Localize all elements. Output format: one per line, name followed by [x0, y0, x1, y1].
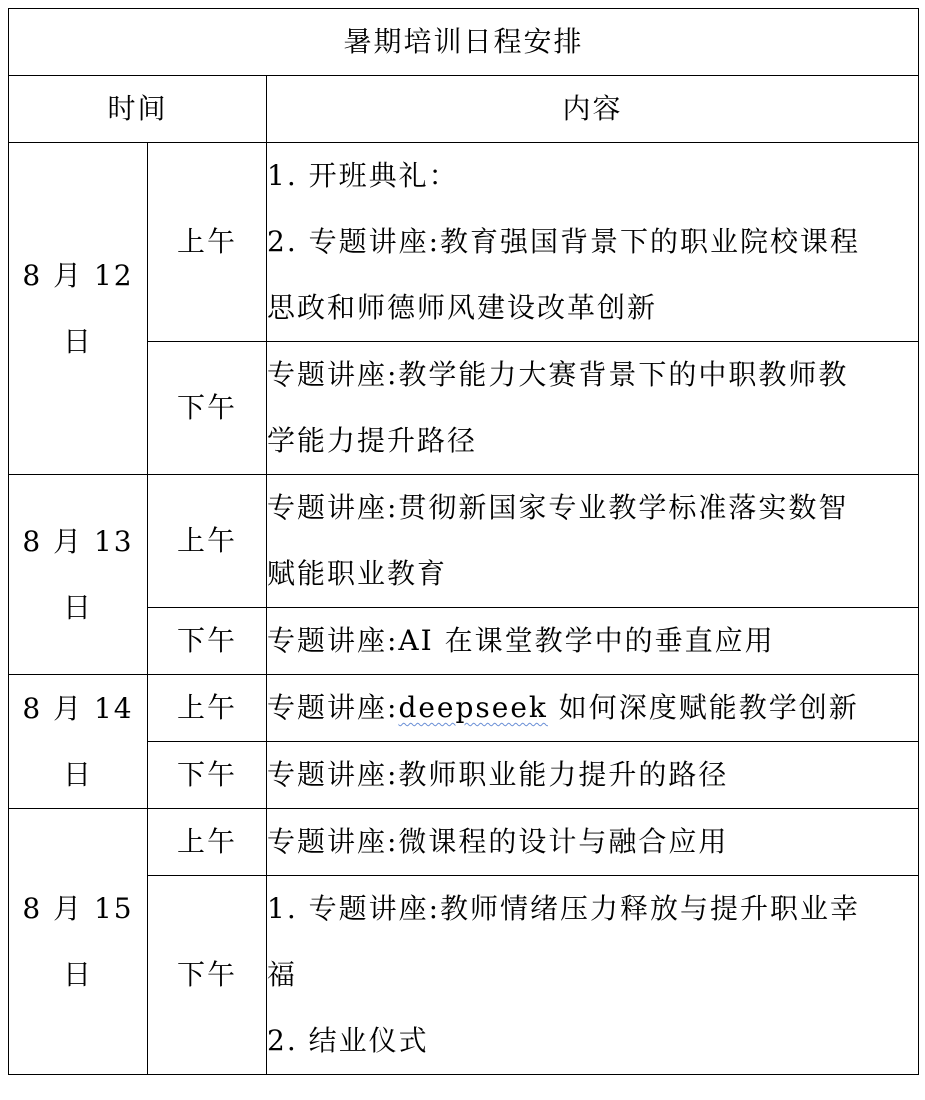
content-line: 专题讲座:贯彻新国家专业教学标准落实数智 — [267, 491, 849, 524]
content-cell — [267, 742, 919, 809]
period-cell: 上午 — [148, 143, 267, 342]
date-cell — [9, 809, 148, 1075]
date-line: 日 — [62, 590, 93, 624]
content-cell — [267, 809, 919, 876]
content-line: 1. 开班典礼： — [267, 159, 459, 192]
table-row — [9, 143, 919, 342]
date-line: 8 月 14 — [22, 691, 134, 725]
content-cell — [267, 475, 919, 608]
content-line: 赋能职业教育 — [267, 557, 448, 590]
content-prefix: 专题讲座: — [267, 691, 399, 724]
date-line: 8 月 12 — [22, 258, 134, 292]
content-suffix: 如何深度赋能教学创新 — [547, 691, 859, 724]
content-line — [267, 675, 918, 741]
period-cell: 下午 — [148, 608, 267, 675]
table-row — [9, 809, 919, 876]
table-row — [9, 675, 919, 742]
date-line: 8 月 13 — [22, 524, 134, 558]
header-content: 内容 — [267, 76, 919, 143]
period-cell: 上午 — [148, 675, 267, 742]
period-cell: 下午 — [148, 876, 267, 1075]
date-line: 日 — [62, 957, 93, 991]
content-cell — [267, 675, 919, 742]
content-line: 思政和师德师风建设改革创新 — [267, 291, 658, 324]
schedule-table — [8, 8, 919, 1075]
content-line: 专题讲座:教学能力大赛背景下的中职教师教 — [267, 358, 849, 391]
date-line: 8 月 15 — [22, 891, 134, 925]
period-cell: 上午 — [148, 809, 267, 876]
content-line: 学能力提升路径 — [267, 424, 478, 457]
content-cell — [267, 342, 919, 475]
table-title: 暑期培训日程安排 — [9, 9, 919, 76]
header-row — [9, 76, 919, 143]
content-cell — [267, 876, 919, 1075]
date-cell — [9, 475, 148, 675]
content-line: 福 — [267, 958, 298, 991]
content-cell — [267, 608, 919, 675]
content-line: 1. 专题讲座:教师情绪压力释放与提升职业幸 — [267, 892, 861, 925]
content-cell — [267, 143, 919, 342]
content-line: 专题讲座:微课程的设计与融合应用 — [267, 825, 729, 858]
title-row — [9, 9, 919, 76]
content-line: 2. 结业仪式 — [267, 1024, 429, 1057]
content-line: 2. 专题讲座:教育强国背景下的职业院校课程 — [267, 225, 861, 258]
spellcheck-word: deepseek — [398, 691, 548, 724]
table-row — [9, 475, 919, 608]
period-cell: 上午 — [148, 475, 267, 608]
header-time: 时间 — [9, 76, 267, 143]
date-line: 日 — [62, 324, 93, 358]
date-cell — [9, 675, 148, 809]
date-line: 日 — [62, 757, 93, 791]
period-cell: 下午 — [148, 342, 267, 475]
period-cell: 下午 — [148, 742, 267, 809]
date-cell — [9, 143, 148, 475]
content-line: 专题讲座:教师职业能力提升的路径 — [267, 758, 729, 791]
content-line: 专题讲座:AI 在课堂教学中的垂直应用 — [267, 624, 775, 657]
